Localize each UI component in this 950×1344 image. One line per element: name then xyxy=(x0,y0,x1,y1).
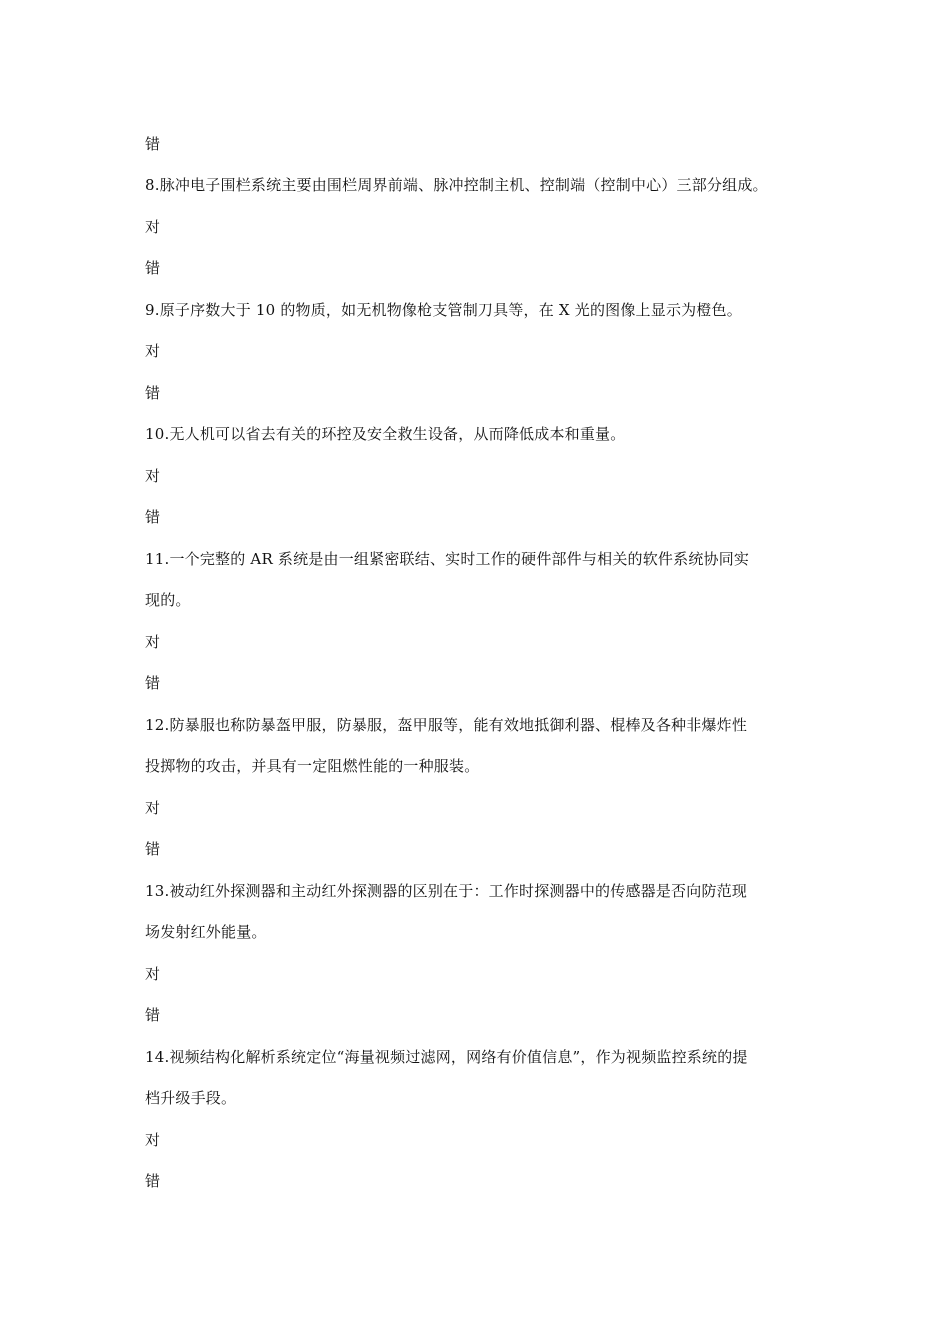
question-8-option-false: 错 xyxy=(145,259,161,277)
question-11-continuation: 现的。 xyxy=(145,591,191,609)
leading-answer-text: 错 xyxy=(145,135,161,153)
question-9-option-true: 对 xyxy=(145,342,161,360)
question-9-option-false: 错 xyxy=(145,384,161,402)
question-11-text: 11.一个完整的 AR 系统是由一组紧密联结、实时工作的硬件部件与相关的软件系统协同实 xyxy=(145,550,750,568)
question-13-continuation: 场发射红外能量。 xyxy=(145,923,267,941)
question-13-option-false: 错 xyxy=(145,1006,161,1024)
question-14-option-true: 对 xyxy=(145,1131,161,1149)
question-8-option-true: 对 xyxy=(145,218,161,236)
question-12-option-false: 错 xyxy=(145,840,161,858)
question-11-option-true: 对 xyxy=(145,633,161,651)
question-10-option-true: 对 xyxy=(145,467,161,485)
question-14-text: 14.视频结构化解析系统定位“海量视频过滤网，网络有价值信息”，作为视频监控系统的提 xyxy=(145,1048,748,1066)
question-14-option-false: 错 xyxy=(145,1172,161,1190)
question-10-option-false: 错 xyxy=(145,508,161,526)
question-11-option-false: 错 xyxy=(145,674,161,692)
question-10-text: 10.无人机可以省去有关的环控及安全救生设备，从而降低成本和重量。 xyxy=(145,425,626,443)
question-13-option-true: 对 xyxy=(145,965,161,983)
question-13-text: 13.被动红外探测器和主动红外探测器的区别在于：工作时探测器中的传感器是否向防范现 xyxy=(145,882,748,900)
question-12-option-true: 对 xyxy=(145,799,161,817)
question-12-continuation: 投掷物的攻击，并具有一定阻燃性能的一种服装。 xyxy=(145,757,480,775)
question-8-text: 8.脉冲电子围栏系统主要由围栏周界前端、脉冲控制主机、控制端（控制中心）三部分组成。 xyxy=(145,176,768,194)
question-14-continuation: 档升级手段。 xyxy=(145,1089,237,1107)
question-12-text: 12.防暴服也称防暴盔甲服，防暴服，盔甲服等，能有效地抵御利器、棍棒及各种非爆炸性 xyxy=(145,716,748,734)
question-9-text: 9.原子序数大于 10 的物质，如无机物像枪支管制刀具等，在 X 光的图像上显示为橙色。 xyxy=(145,301,742,319)
